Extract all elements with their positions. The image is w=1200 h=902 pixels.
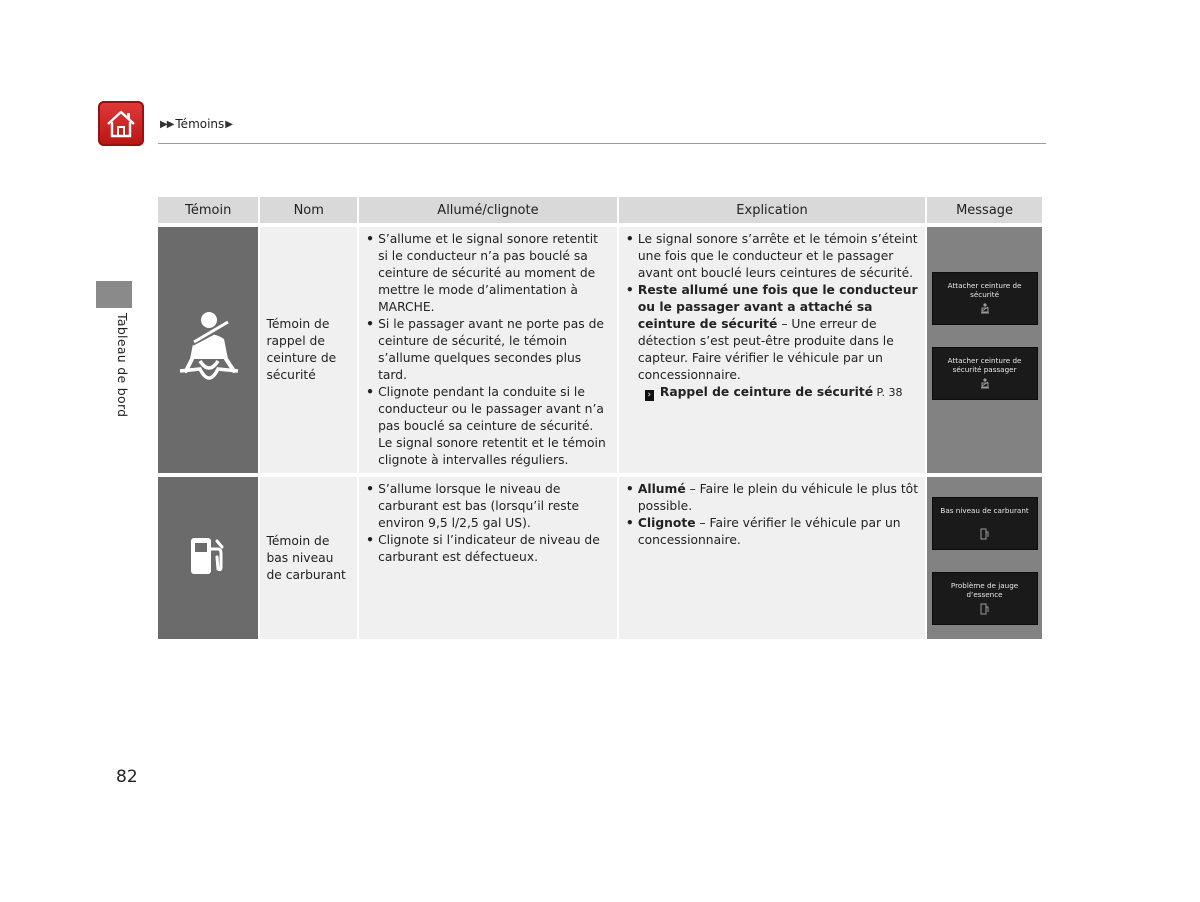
seatbelt-icon [933, 303, 1037, 318]
list-item: • Clignote si l’indicateur de niveau de carburant est défectueux. [365, 532, 611, 566]
seatbelt-icon [933, 378, 1037, 393]
breadcrumb [160, 117, 232, 131]
column-header: Explication [619, 197, 925, 223]
message-text: Problème de jauge d’essence [950, 581, 1019, 599]
list-item: • Le signal sonore s’arrête et le témoin s’éteint une fois que le conducteur et le passager avant ont bouclé leurs ceintures de sécurité. [625, 231, 919, 282]
column-header: Allumé/clignote [359, 197, 617, 223]
home-icon [105, 109, 137, 139]
cross-reference-link[interactable] [625, 384, 919, 401]
explanation-cell [619, 227, 925, 473]
reference-title: Rappel de ceinture de sécurité [659, 385, 874, 399]
header-divider [158, 143, 1046, 144]
page-number: 82 [116, 767, 138, 787]
seatbelt-icon [176, 309, 240, 387]
list-item: • S’allume et le signal sonore retentit si le conducteur n’a pas bouclé sa ceinture de sécurité au moment de mettre le mode d’alimentation à MARCHE. [365, 231, 611, 316]
body-text: – Faire le plein du véhicule le plus tôt possible. [637, 482, 919, 513]
list-item: • Si le passager avant ne porte pas de ceinture de sécurité, le témoin s’allume quelques secondes plus tard. [365, 316, 611, 384]
reference-page: P. 38 [873, 386, 903, 399]
message-text: Attacher ceinture de sécurité [947, 281, 1022, 299]
on-flashing-cell [359, 477, 617, 639]
indicator-cell [158, 477, 258, 639]
list-item [625, 481, 919, 515]
message-text: Bas niveau de carburant [940, 506, 1029, 515]
column-header: Nom [260, 197, 357, 223]
list-item: • S’allume lorsque le niveau de carburant est bas (lorsqu’il reste environ 9,5 l/2,5 gal US). [365, 481, 611, 532]
list-item [625, 515, 919, 549]
fuel-pump-icon [188, 535, 228, 577]
home-button[interactable] [98, 101, 144, 146]
display-message [932, 347, 1038, 400]
message-cell [927, 477, 1042, 639]
breadcrumb-arrow-icon: ▶▶ [160, 118, 174, 130]
fuel-pump-icon [933, 603, 1037, 618]
section-tab [96, 281, 132, 308]
column-header: Témoin [158, 197, 258, 223]
section-label: Tableau de bord [115, 313, 130, 418]
fuel-pump-icon [933, 528, 1037, 543]
table-row [158, 227, 1042, 473]
display-message [932, 497, 1038, 550]
indicator-cell [158, 227, 258, 473]
emphasis-text: Allumé [637, 482, 686, 496]
emphasis-text: Clignote [637, 516, 696, 530]
message-cell [927, 227, 1042, 473]
column-header: Message [927, 197, 1042, 223]
indicator-name: Témoin de rappel de ceinture de sécurité [260, 227, 357, 473]
body-text: – Faire vérifier le véhicule par un concessionnaire. [637, 516, 901, 547]
table-header-row [158, 197, 1042, 223]
list-item: • Clignote pendant la conduite si le conducteur ou le passager avant n’a pas bouclé sa ceinture de sécurité. Le signal sonore retentit et le témoin clignote à intervalles réguliers. [365, 384, 611, 469]
body-text: – Une erreur de détection s’est peut-être produite dans le capteur. Faire vérifier le véhicule par un concessionnaire. [637, 317, 894, 382]
on-flashing-cell [359, 227, 617, 473]
message-text: Attacher ceinture de sécurité passager [947, 356, 1022, 374]
list-item [625, 282, 919, 384]
reference-arrow-icon: › [645, 390, 654, 401]
warning-lights-table [156, 197, 1044, 639]
breadcrumb-item[interactable]: Témoins [175, 117, 225, 131]
breadcrumb-arrow-icon: ▶ [225, 118, 232, 130]
display-message [932, 272, 1038, 325]
indicator-name: Témoin de bas niveau de carburant [260, 477, 357, 639]
display-message [932, 572, 1038, 625]
explanation-cell [619, 477, 925, 639]
table-row [158, 477, 1042, 639]
emphasis-text: Reste allumé une fois que le conducteur ou le passager avant a attaché sa ceinture de sécurité [637, 283, 918, 331]
